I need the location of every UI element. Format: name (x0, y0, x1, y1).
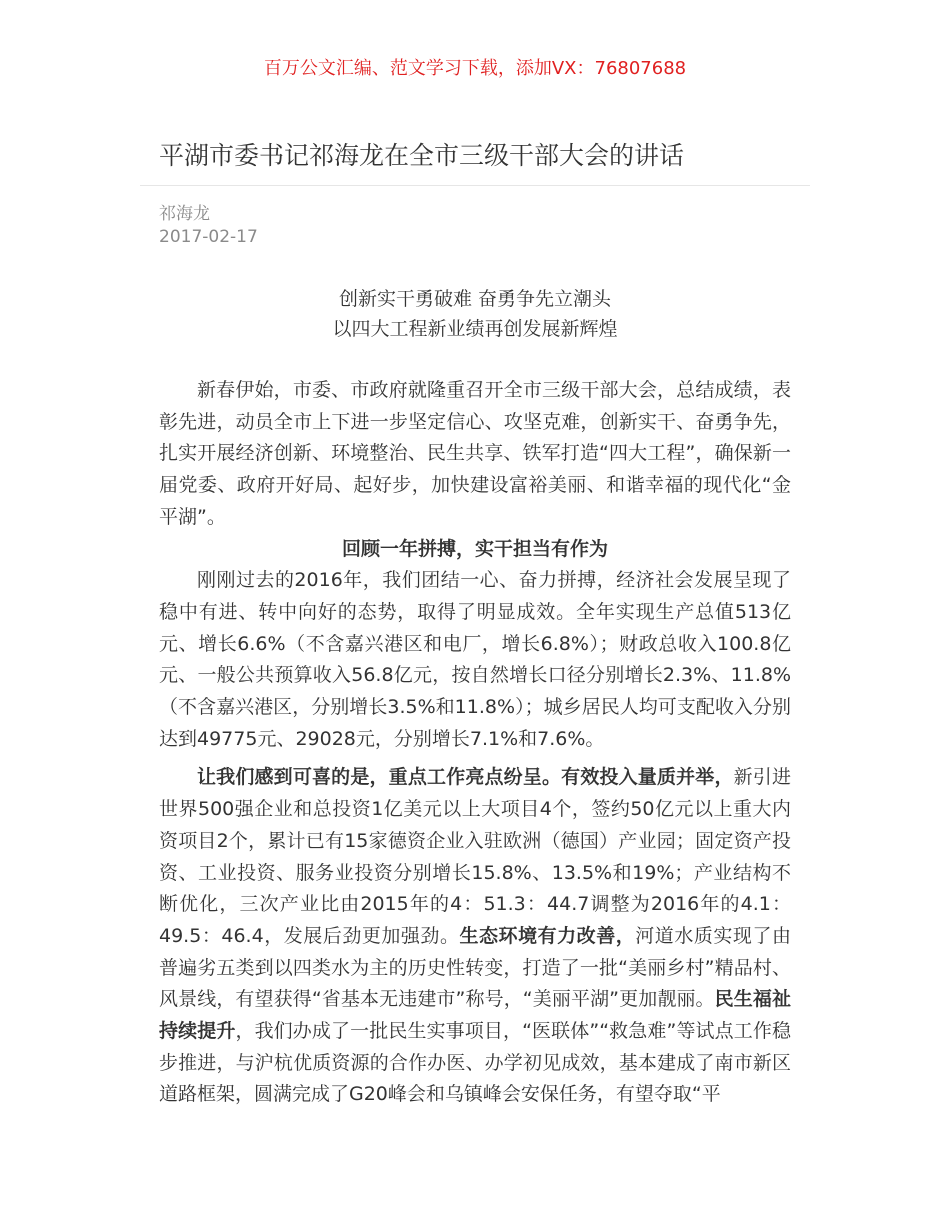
intro-paragraph: 新春伊始，市委、市政府就隆重召开全市三级干部大会，总结成绩，表彰先进，动员全市上下进一步坚定信心、攻坚克难，创新实干、奋勇争先，扎实开展经济创新、环境整治、民生共享、铁军打造“四大工程”，确保新一届党委、政府开好局、起好步，加快建设富裕美丽、和谐幸福的现代化“金平湖”。 (159, 379, 791, 528)
livelihood-text: ，我们办成了一批民生实事项目，“医联体”“救急难”等试点工作稳步推进，与沪杭优质资源的合作办医、办学初见成效，基本建成了南市新区道路框架，圆满完成了G20峰会和乌镇峰会安保任务，有望夺取“平 (159, 1020, 791, 1106)
article-title: 平湖市委书记祁海龙在全市三级干部大会的讲话 (159, 141, 685, 170)
article-body (159, 375, 791, 1111)
article-author: 祁海龙 (159, 204, 210, 224)
article-subtitle (0, 284, 950, 344)
title-divider (140, 185, 810, 186)
ecology-lead: 生态环境有力改善， (459, 924, 636, 947)
subtitle-line-2: 以四大工程新业绩再创发展新辉煌 (332, 318, 618, 340)
livelihood-lead: 民生福祉持续提升 (159, 988, 791, 1043)
highlights-paragraph (159, 762, 791, 1111)
ecology-text: 河道水质实现了由普遍劣五类到以四类水为主的历史性转变，打造了一批“美丽乡村”精品村、风景线，有望获得“省基本无违建市”称号，“美丽平湖”更加靓丽。 (159, 924, 791, 1011)
promo-banner: 百万公文汇编、范文学习下载，添加VX：76807688 (263, 58, 687, 79)
highlight-lead: 让我们感到可喜的是，重点工作亮点纷呈。有效投入量质并举， (197, 766, 734, 789)
article-date: 2017-02-17 (159, 227, 258, 247)
economy-paragraph: 刚刚过去的2016年，我们团结一心、奋力拼搏，经济社会发展呈现了稳中有进、转中向好的态势，取得了明显成效。全年实现生产总值513亿元、增长6.6%（不含嘉兴港区和电厂，增长6.8%）；财政总收入100.8亿元、一般公共预算收入56.8亿元，按自然增长口径分别增长2.3%、11.8%（不含嘉兴港区，分别增长3.5%和11.8%）；城乡居民人均可支配收入分别达到49775元、29028元，分别增长7.1%和7.6%。 (159, 569, 791, 750)
investment-text: 新引进世界500强企业和总投资1亿美元以上大项目4个，签约50亿元以上重大内资项目2个，累计已有15家德资企业入驻欧洲（德国）产业园；固定资产投资、工业投资、服务业投资分别增长15.8%、13.5%和19%；产业结构不断优化，三次产业比由2015年的4：51.3：44.7调整为2016年的4.1：49.5：46.4，发展后劲更加强劲。 (159, 766, 791, 947)
subtitle-line-1: 创新实干勇破难 奋勇争先立潮头 (338, 288, 612, 310)
section-heading: 回顾一年拼搏，实干担当有作为 (341, 537, 608, 560)
article-meta (159, 203, 258, 249)
